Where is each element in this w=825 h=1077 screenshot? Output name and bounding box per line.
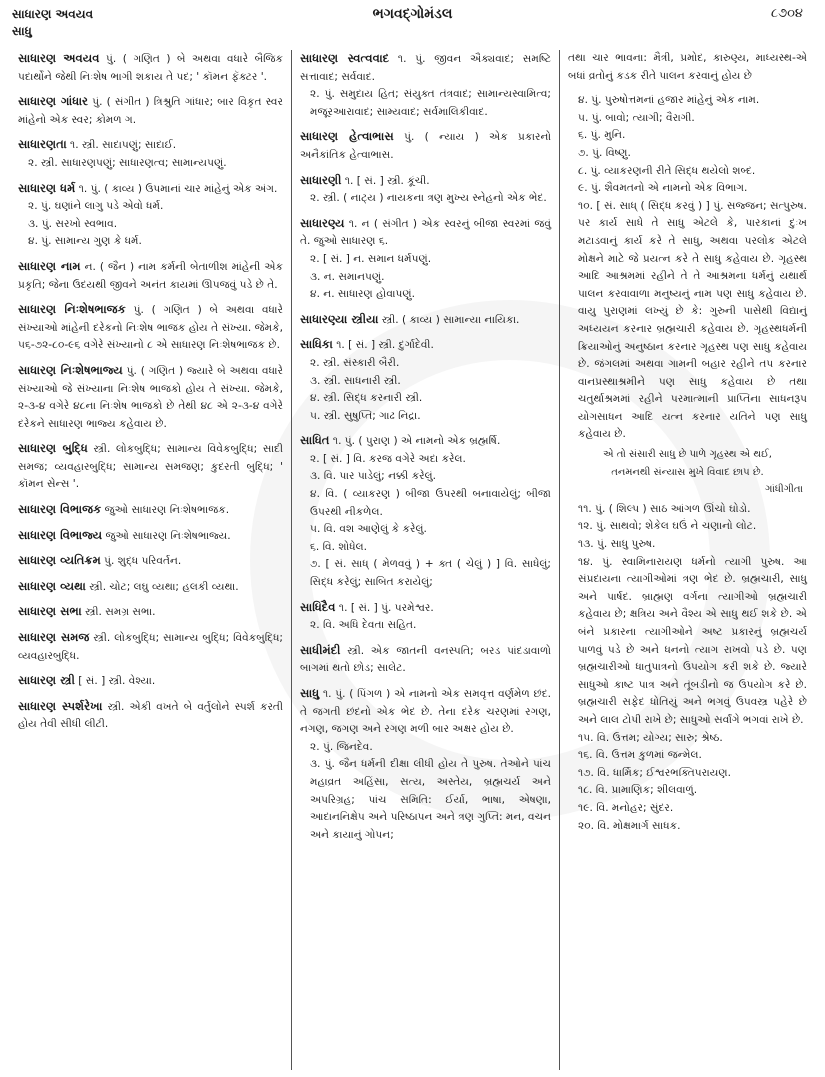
column-3 bbox=[560, 50, 815, 1070]
sense: ૫. પું. બાવો; ત્યાગી; વૈરાગી. bbox=[578, 111, 695, 124]
headword: સાધારણ વિભાજક bbox=[18, 502, 102, 517]
definition: સ્ત્રી. એક જાતની વનસ્પતિ; બરડ પાંદડાવાળો બાગમાં થતો છોડ; સાલેટ. bbox=[300, 644, 551, 675]
sense: ૧૦. [ સં. સાધ્ ( સિદ્ધ કરવું ) ] પું. સજ્જન; સત્પુરુષ. પર કાર્ય સાધે તે સાધુ એટલે કે, પારકાનાં દુઃખ મટાડવાનું કાર્ય કરે તે સાધુ, અથવા પરલોક એટલે મોક્ષને માટે જે પ્રયત્ન કરે તે સાધુ કહેવાય છે. ગૃહસ્થ આદિ આશ્રમમાં રહીને તે તે આશ્રમના ધર્મનું યથાર્થ પાલન કરવાવાળા મનુષ્યનું નામ પણ સાધુ કહેવાય છે. વાયુ પુરાણમાં લખ્યું છે કે: ગુરુની પાસેથી વિદ્યાનું અધ્યયન કરનાર બ્રહ્મચારી કહેવાય છે. ગૃહસ્થધર્મની ક્રિયાઓનું અનુષ્ઠાન કરનાર ગૃહસ્થ પણ સાધુ કહેવાય છે. જંગલમાં અથવા ગામની બહાર રહીને તપ કરનાર વાનપ્રસ્થાશ્રમીને પણ સાધુ કહેવાય છે તથા ચતુર્થાશ્રમમાં રહીને પરમાત્માની પ્રાપ્તિના સાધનરૂપ યોગસાધન આદિ યત્ન કરનાર યતિને પણ સાધુ કહેવાય છે. bbox=[578, 199, 807, 441]
sense: ૩. ન. સમાનપણું. bbox=[310, 270, 385, 283]
dictionary-entry bbox=[300, 172, 551, 208]
sense: ૨. સ્ત્રી. ( નાટ્ય ) નાયકના ત્રણ મુખ્ય સ્નેહનો એક ભેદ. bbox=[310, 192, 547, 205]
sense: ૪. પું. સામાન્ય ગુણ કે ધર્મ. bbox=[28, 235, 142, 248]
dictionary-entry bbox=[18, 136, 283, 172]
sense: ૪. પું. પુરુષોત્તમનાં હજાર માંહેનું એક નામ. bbox=[578, 94, 760, 107]
page-header bbox=[0, 0, 825, 50]
definition: પું. ( ન્યાય ) એક પ્રકારનો અનૈકાંતિક હેત્વાભાસ. bbox=[300, 131, 551, 161]
sense: ૨. વિ. અધિ દેવતા સહિત. bbox=[310, 619, 417, 632]
sense: ૧૮. વિ. પ્રામાણિક; શીલવાળું. bbox=[578, 784, 698, 797]
definition: પું. ( સંગીત ) ત્રિશ્રુતિ ગાંધાર; બાર વિકૃત સ્વર માંહેનો એક સ્વર; કોમળ ગ. bbox=[18, 96, 284, 126]
headword: સાધારણ નામ bbox=[18, 258, 81, 273]
sense: ૭. પું. વિષ્ણુ. bbox=[578, 146, 631, 159]
dictionary-entry bbox=[300, 311, 551, 330]
headword: સાધારણ નિઃશેષભાજ્ય bbox=[18, 362, 123, 377]
dictionary-entry bbox=[300, 215, 551, 304]
dictionary-entry bbox=[18, 698, 283, 734]
headword: સાધારણી bbox=[300, 172, 342, 187]
definition: [ સં. ] સ્ત્રી. વેશ્યા. bbox=[78, 675, 156, 688]
sense: ૮. પું. વ્યાકરણની રીતે સિદ્ધ થયેલો શબ્દ. bbox=[578, 164, 756, 177]
sense: ૩. પું. સરખો સ્વભાવ. bbox=[28, 217, 118, 230]
sense: ૪. ન. સાધારણ હોવાપણું. bbox=[310, 288, 415, 301]
headword: સાધારણ ગાંધાર bbox=[18, 94, 89, 109]
sense: ૩. વિ. પાર પાડેલું; નક્કી કરેલું. bbox=[310, 470, 437, 483]
headword: સાધીમંદી bbox=[300, 642, 341, 657]
dictionary-entry bbox=[18, 50, 283, 86]
sense: ૨. સ્ત્રી. સાધારણપણું; સાધારણત્વ; સામાન્યપણું. bbox=[28, 156, 227, 169]
dictionary-entry bbox=[18, 301, 283, 355]
definition: જુઓ સાધારણ નિઃશેષભાજ્ય. bbox=[105, 529, 231, 542]
definition: ન. ( જૈન ) નામ કર્મની બેતાળીશ માંહેની એક પ્રકૃતિ; જેના ઉદયથી જીવને અનંત કાયમાં ઊપજવું પડે છે તે. bbox=[18, 260, 283, 291]
dictionary-entry bbox=[18, 629, 283, 665]
sense: ૧૯. વિ. મનોહર; સુંદર. bbox=[578, 801, 674, 814]
dictionary-entry bbox=[300, 128, 551, 164]
headword: સાધિત bbox=[300, 433, 330, 448]
headword: સાધારણ અવયવ bbox=[18, 51, 100, 65]
sense: ૧૧. પું. ( શિલ્પ ) સાઠ આંગળ ઊંચો ઘોડો. bbox=[578, 502, 751, 515]
sense: ૨. પું. સમુદાય હિત; સંયુક્ત તંત્રવાદ; સામાન્યસ્વામિત્વ; મજૂરઆરાવાદ; સામ્યવાદ; સર્વમાલિકીવાદ. bbox=[310, 88, 551, 118]
definition: સ્ત્રી. સમગ્ર સભા. bbox=[85, 606, 156, 619]
dictionary-entry bbox=[18, 527, 283, 546]
headword: સાધારણ્ય bbox=[300, 215, 345, 230]
sense: ૨. [ સં. ] વિ. કરજ વગેરે અદા કરેલ. bbox=[310, 452, 466, 465]
dictionary-entry bbox=[300, 642, 551, 678]
continuation-text: તથા ચાર ભાવના: મૈત્રી, પ્રમોદ, કારુણ્ય, માધ્યસ્થ-એ બધાં વ્રતોનું કડક રીતે પાલન કરવાનું હોય છે bbox=[568, 52, 807, 82]
sense: ૭. [ સં. સાધ્ ( મેળવવું ) + ક્ત ( ચેલું ) ] વિ. સાધેલું; સિદ્ધ કરેલું; સાબિત કરાયેલું; bbox=[310, 558, 551, 589]
sense: ૫. સ્ત્રી. સુષુપ્તિ; ગાઢ નિદ્રા. bbox=[310, 409, 421, 422]
sense-list bbox=[568, 501, 807, 835]
definition: ૧. પું. ( પિંગળ ) એ નામનો એક સમવૃત્ત વર્ણમેળ છંદ. તે જગતી છંદનો એક ભેદ છે. તેના દરેક ચરણમાં રગણ, નગણ, જગણ અને રગણ મળી બાર અક્ષર હોય છે. bbox=[300, 688, 551, 736]
dictionary-entry bbox=[18, 603, 283, 622]
dictionary-entry bbox=[18, 552, 283, 571]
headword: સાધારણ વ્યથા bbox=[18, 578, 86, 593]
headword: સાધારણ્યા સ્ત્રીયા bbox=[300, 311, 379, 326]
sense: ૨. [ સં. ] ન. સમાન ધર્મપણું. bbox=[310, 252, 432, 265]
definition: પું. ( ગણિત ) બે અથવા વધારે સંખ્યાઓ માંહેની દરેકનો નિઃશેષ ભાજક હોય તે સંખ્યા. જેમકે, ૫૬-૭૨-૮૦-૯૬ વગેરે સંખ્યાનો ૮ એ સાધારણ નિઃશેષભાજક છે. bbox=[18, 304, 283, 352]
dictionary-entry bbox=[300, 432, 551, 591]
definition: ૧. સ્ત્રી. સાદાપણું; સાદાઈ. bbox=[70, 139, 177, 152]
headword: સાધારણ હેત્વાભાસ bbox=[300, 129, 394, 144]
sense: ૧૨. પું. સાથવો; શેકેલ ઘઉં ને ચણાનો લોટ. bbox=[578, 520, 757, 533]
definition: પું. ( ગણિત ) જ્યારે બે અથવા વધારે સંખ્યાઓ જે સંખ્યાના નિઃશેષ ભાજકો હોય તે સંખ્યા. જેમકે, ૨-૩-૪ વગેરે ૪૮ના નિઃશેષ ભાજકો છે તેથી ૪૮ એ ૨-૩-૪ વગેરે દરેકને સાધારણ ભાજ્ય કહેવાય છે. bbox=[18, 364, 284, 430]
headword: સાધારણ સ્વત્વવાદ bbox=[300, 51, 390, 65]
definition: પું. શુદ્ધ પરિવર્તન. bbox=[104, 555, 182, 568]
headword: સાધારણ ધર્મ bbox=[18, 180, 76, 195]
quote-line: એ તો સંસારી સાધુ છે પાળે ગૃહસ્થ એ થઈ, bbox=[603, 449, 772, 461]
dictionary-columns bbox=[10, 50, 815, 1070]
headword: સાધારણ નિઃશેષભાજક bbox=[18, 302, 126, 317]
page-number: ૮૭૦૪ bbox=[770, 6, 803, 21]
column-2 bbox=[292, 50, 560, 1070]
dictionary-entry bbox=[18, 501, 283, 520]
quote-source: ગાંધીગીતા bbox=[765, 484, 803, 496]
headword: સાધારણ સમજ bbox=[18, 630, 90, 645]
quote-line: તનમનથી સંન્યાસ મુખે વિવાદ છાપ છે. bbox=[611, 466, 764, 478]
dictionary-entry bbox=[18, 578, 283, 597]
dictionary-title: ભગવદ્ગોમંડલ bbox=[372, 6, 453, 22]
sense-list bbox=[568, 92, 807, 444]
definition: ૧. [ સં. ] સ્ત્રી. દુર્ગાદેવી. bbox=[336, 339, 434, 352]
definition: સ્ત્રી. લોકબુદ્ધિ; સામાન્ય વિવેકબુદ્ધિ; સાદી સમજ; વ્યવહારબુદ્ધિ; સામાન્ય સમજણ; કુદરતી બુદ્ધિ; ' કૉમન સેન્સ '. bbox=[18, 443, 283, 491]
sense: ૬. પું. મુનિ. bbox=[578, 129, 626, 142]
guide-word-last: સાધુ bbox=[12, 24, 32, 38]
sense: ૨. પું. જિનદેવ. bbox=[310, 740, 373, 753]
sense: ૪. સ્ત્રી. સિદ્ધ કરનારી સ્ત્રી. bbox=[310, 392, 423, 405]
dictionary-entry bbox=[18, 93, 283, 129]
dictionary-entry bbox=[300, 336, 551, 425]
dictionary-entry bbox=[18, 258, 283, 294]
dictionary-entry bbox=[300, 685, 551, 844]
headword: સાધારણ સ્ત્રી bbox=[18, 673, 75, 688]
headword: સાધારણતા bbox=[18, 137, 67, 152]
sense: ૧૫. વિ. ઉત્તમ; યોગ્ય; સારુ; શ્રેષ્ઠ. bbox=[578, 731, 723, 744]
sense: ૧૩. પું. સાધુ પુરુષ. bbox=[578, 538, 656, 551]
definition: ૧. પું. ( કાવ્ય ) ઉપમાનાં ચાર માંહેનું એક અંગ. bbox=[78, 182, 278, 195]
sense: ૧૪. પું. સ્વામિનારાયણ ધર્મનો ત્યાગી પુરુષ. આ સંપ્રદાયના ત્યાગીઓમાં ત્રણ ભેદ છે. બ્રહ્મચારી, સાધુ અને પાર્ષદ. બ્રાહ્મણ વર્ગના ત્યાગીઓ બ્રહ્મચારી કહેવાય છે; ક્ષત્રિય અને વૈશ્ય એ સાધુ થઈ શકે છે. એ બંને પ્રકારના ત્યાગીઓને અષ્ટ પ્રકારનું બ્રહ્મચર્ય પાળવું પડે છે અને ધનનો ત્યાગ રાખવો પડે છે. પણ બ્રહ્મચારીઓ ધાતુપાત્રનો ઉપયોગ કરી શકે છે. જ્યારે સાધુઓ કાષ્ટ પાત્ર અને તૂંબડીનો જ ઉપયોગ કરે છે. બ્રહ્મચારી સફેદ ધોતિયું અને ભગવું ઉપવસ્ત્ર પહેરે છે અને લાલ ટોપી રાખે છે; સાધુઓ સર્વાંગે ભગવાં રાખે છે. bbox=[578, 555, 807, 726]
headword: સાધારણ વ્યતિક્રમ bbox=[18, 553, 101, 568]
definition: સ્ત્રી. એકી વખતે બે વર્તુલોને સ્પર્શ કરતી હોય તેવી સીધી લીટી. bbox=[18, 700, 283, 731]
sense: ૬. વિ. શોધેલ. bbox=[310, 540, 367, 553]
dictionary-entry bbox=[18, 362, 283, 433]
dictionary-entry bbox=[300, 50, 551, 121]
guide-word-first: સાધારણ અવયવ bbox=[12, 7, 94, 21]
definition: ૧. પું. ( પુરાણ ) એ નામનો એક બ્રહ્મર્ષિ. bbox=[332, 435, 501, 448]
sense: ૫. વિ. વશ આણેલું કે કરેલું. bbox=[310, 523, 427, 536]
definition: સ્ત્રી. ( કાવ્ય ) સામાન્યા નાયિકા. bbox=[381, 313, 520, 326]
sense: ૨. પું. ઘણાંને લાગુ પડે એવો ધર્મ. bbox=[28, 200, 164, 213]
headword: સાધારણ બુદ્ધિ bbox=[18, 441, 88, 456]
dictionary-entry bbox=[18, 180, 283, 251]
definition: સ્ત્રી. ચોટ; લઘુ વ્યથા; હલકી વ્યથા. bbox=[89, 580, 239, 593]
sense: ૧૬. વિ. ઉત્તમ કુળમાં જન્મેલ. bbox=[578, 749, 702, 762]
dictionary-entry bbox=[18, 440, 283, 494]
definition: ૧. ન ( સંગીત ) એક સ્વરનું બીજા સ્વરમાં જવું તે. જુઓ સાધારણ ૬. bbox=[300, 217, 551, 248]
definition: ૧. પું. જીવન ઐક્યવાદ; સમષ્ટિ સત્તાવાદ; સર્વવાદ. bbox=[300, 53, 551, 83]
dictionary-entry bbox=[18, 672, 283, 691]
definition: ૧. [ સં. ] સ્ત્રી. કૂંચી. bbox=[344, 174, 430, 187]
definition: સ્ત્રી. લોકબુદ્ધિ; સામાન્ય બુદ્ધિ; વિવેકબુદ્ધિ; વ્યવહારબુદ્ધિ. bbox=[18, 632, 284, 662]
headword: સાધારણ વિભાજ્ય bbox=[18, 527, 103, 542]
sense: ૧૭. વિ. ધાર્મિક; ઈશ્વરભક્તિપરાયણ. bbox=[578, 766, 732, 779]
sense: ૨. સ્ત્રી. સંસ્કારી બૈરી. bbox=[310, 356, 400, 369]
headword: સાધિકા bbox=[300, 337, 333, 352]
sense: ૩. સ્ત્રી. સાધનારી સ્ત્રી. bbox=[310, 374, 401, 387]
column-1 bbox=[10, 50, 292, 1070]
headword: સાધારણ સભા bbox=[18, 604, 82, 619]
headword: સાધુ bbox=[300, 686, 320, 700]
sense: ૨૦. વિ. મોક્ષમાર્ગ સાધક. bbox=[578, 819, 681, 832]
quotation bbox=[568, 444, 807, 501]
sense: ૯. પું. શૈવમતનો એ નામનો એક વિભાગ. bbox=[578, 182, 748, 195]
sense: ૪. વિ. ( વ્યાકરણ ) બીજા ઉપરથી બનાવાયેલું; બીજા ઉપરથી નીકળેલ. bbox=[310, 488, 551, 518]
sense: ૩. પું. જૈન ધર્મની દીક્ષા લીધી હોય તે પુરુષ. તેઓને પાંચ મહાવ્રત અહિંસા, સત્ય, અસ્તેય, બ્રહ્મચર્ય અને અપરિગ્રહ; પાંચ સમિતિ: ઈર્યા, ભાષા, એષણા, આદાનનિક્ષેપ અને પરિષ્ઠાપન અને ત્રણ ગુપ્તિ: મન, વચન અને કાયાનું ગોપન; bbox=[310, 758, 551, 841]
dictionary-entry bbox=[300, 599, 551, 635]
definition: જુઓ સાધારણ નિઃશેષભાજક. bbox=[104, 504, 230, 517]
definition: પું. ( ગણિત ) બે અથવા વધારે બૈજિક પદાર્થોને જેથી નિઃશેષ ભાગી શકાય તે પદ; ' કૉમન ફૅક્ટર '. bbox=[18, 53, 284, 83]
definition: ૧. [ સં. ] પું. પરમેશ્વર. bbox=[338, 601, 434, 614]
headword: સાધિદૈવ bbox=[300, 599, 336, 614]
headword: સાધારણ સ્પર્શરેખા bbox=[18, 698, 103, 713]
